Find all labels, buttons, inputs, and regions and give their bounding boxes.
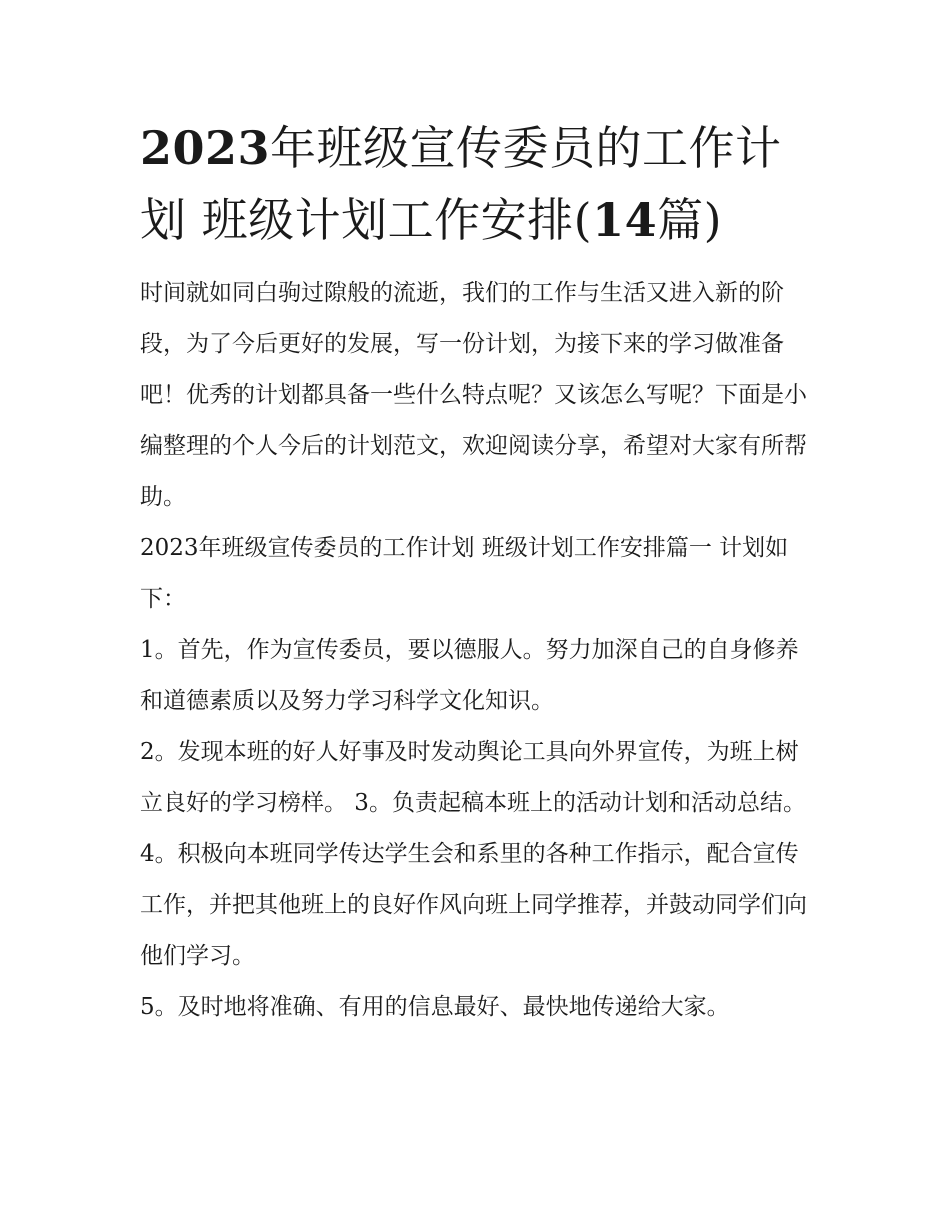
title-count: 14: [592, 193, 658, 247]
plan-item-4: 4。积极向本班同学传达学生会和系里的各种工作指示，配合宣传工作，并把其他班上的良好作风向班上同学推荐，并鼓动同学们向他们学习。: [140, 841, 807, 969]
plan-item-1: 1。首先，作为宣传委员，要以德服人。努力加深自己的自身修养和道德素质以及努力学习科学文化知识。: [140, 637, 799, 714]
document-page: [140, 112, 814, 1033]
plan-item-5: 5。及时地将准确、有用的信息最好、最快地传递给大家。: [140, 994, 730, 1020]
document-title: [140, 112, 814, 256]
title-text: 年班级宣传委员的工作计划 班级计划工作安排(: [140, 121, 782, 247]
title-year: 2023: [140, 121, 271, 175]
section-heading-paragraph: 2023年班级宣传委员的工作计划 班级计划工作安排篇一 计划如下：: [140, 535, 789, 612]
plan-item-2-3: 2。发现本班的好人好事及时发动舆论工具向外界宣传，为班上树立良好的学习榜样。 3。负责起稿本班上的活动计划和活动总结。: [140, 739, 806, 816]
title-suffix: 篇): [657, 193, 723, 247]
intro-paragraph: 时间就如同白驹过隙般的流逝，我们的工作与生活又进入新的阶段，为了今后更好的发展，写一份计划，为接下来的学习做准备吧！优秀的计划都具备一些什么特点呢？又该怎么写呢？下面是小编整理的个人今后的计划范文，欢迎阅读分享，希望对大家有所帮助。: [140, 280, 807, 510]
